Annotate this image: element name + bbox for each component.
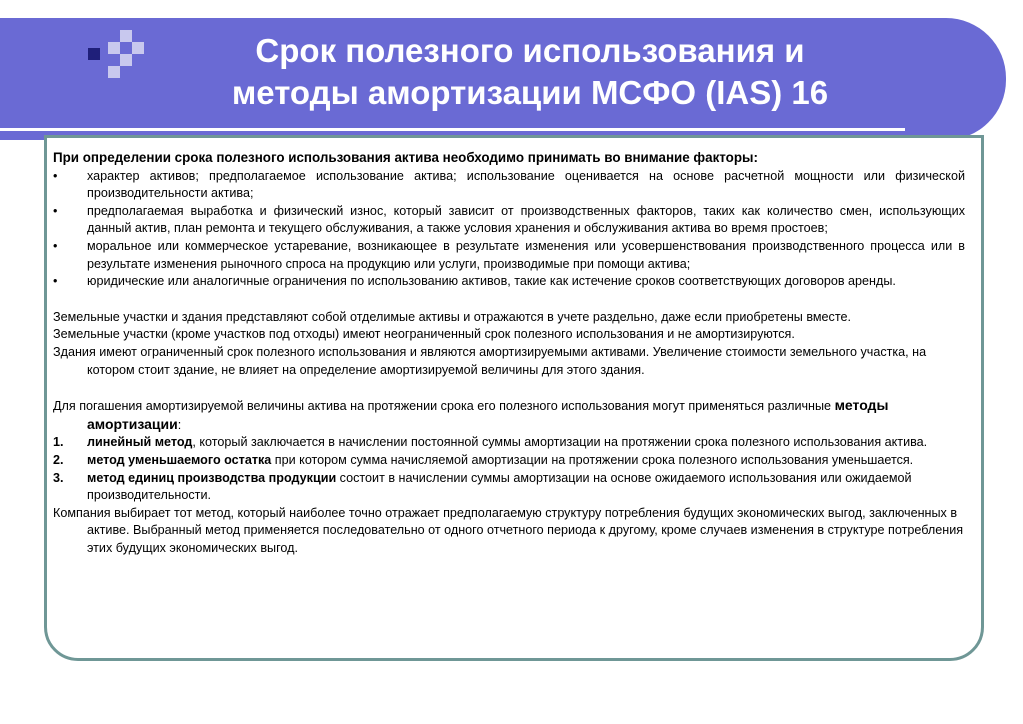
squares-logo-icon — [84, 30, 144, 90]
method-name: метод единиц производства продукции — [87, 470, 337, 485]
bullet-text: характер активов; предполагаемое использование актива; использование оценивается на основе расчетной мощности или физической производительности актива; — [87, 168, 965, 201]
method-item — [53, 434, 965, 452]
land-paragraph: Земельные участки (кроме участков под отходы) имеют неограниченный срок полезного использования и не амортизируются. — [53, 327, 795, 342]
methods-intro-bold: методы амортизации — [87, 397, 889, 432]
factor-bullet — [53, 273, 965, 291]
bullet-text: юридические или аналогичные ограничения по использованию активов, такие как истечение сроков соответствующих договоров аренды. — [87, 274, 896, 289]
method-name: линейный метод — [87, 435, 193, 450]
methods-intro-colon: : — [177, 417, 182, 432]
method-desc: состоит в начислении суммы амортизации на основе ожидаемого использования или ожидаемой производительности. — [87, 470, 912, 503]
factor-bullet — [53, 238, 965, 273]
method-item — [53, 452, 965, 470]
title-line-2: методы амортизации МСФО (IAS) 16 — [231, 74, 829, 111]
method-number: 2. — [53, 452, 64, 467]
bullet-text: предполагаемая выработка и физический износ, который зависит от производственных факторов, таких как количество смен, использующих данный актив, план ремонта и текущего обслуживания, а также условия хранения и обслуживания актива во время простоев; — [87, 203, 965, 236]
method-number: 1. — [53, 435, 64, 450]
factor-bullet — [53, 203, 965, 238]
methods-intro-text: Для погашения амортизируемой величины актива на протяжении срока его полезного использования могут применяться различные — [53, 399, 832, 414]
methods-intro — [53, 397, 965, 434]
banner-divider — [0, 128, 905, 131]
bullet-text: моральное или коммерческое устаревание, возникающее в результате изменения или усовершенствования производственного процесса или в результате изменения рыночного спроса на продукцию или услуги, производимые при помощи актива; — [87, 238, 965, 271]
bullet-mark: • — [53, 168, 58, 183]
bullet-mark: • — [53, 274, 58, 289]
method-number: 3. — [53, 470, 64, 485]
factor-bullet — [53, 168, 965, 203]
content-text — [53, 149, 965, 557]
slide-title — [180, 30, 880, 114]
method-item — [53, 470, 965, 505]
land-paragraph: Земельные участки и здания представляют собой отделимые активы и отражаются в учете раздельно, даже если приобретены вместе. — [53, 309, 851, 324]
land-paragraph: Здания имеют ограниченный срок полезного использования и являются амортизируемыми активами. Увеличение стоимости земельного участка, на котором стоит здание, не влияет на определение амортизируемой величины для этого здания. — [53, 344, 927, 377]
title-line-1: Срок полезного использования и — [255, 32, 805, 69]
method-desc: , который заключается в начислении постоянной суммы амортизации на протяжении срока полезного использования актива. — [192, 435, 928, 450]
method-name: метод уменьшаемого остатка — [87, 452, 272, 467]
bullet-mark: • — [53, 203, 58, 218]
factors-intro: При определении срока полезного использования актива необходимо принимать во внимание факторы: — [53, 150, 758, 165]
method-desc: при котором сумма начисляемой амортизации на протяжении срока полезного использования уменьшается. — [271, 452, 914, 467]
conclusion-paragraph: Компания выбирает тот метод, который наиболее точно отражает предполагаемую структуру потребления будущих экономических выгод, заключенных в активе. Выбранный метод применяется последовательно от одного отчетного периода к другому, кроме случаев изменения в структуре потребления этих будущих экономических выгод. — [53, 505, 964, 555]
bullet-mark: • — [53, 238, 58, 253]
